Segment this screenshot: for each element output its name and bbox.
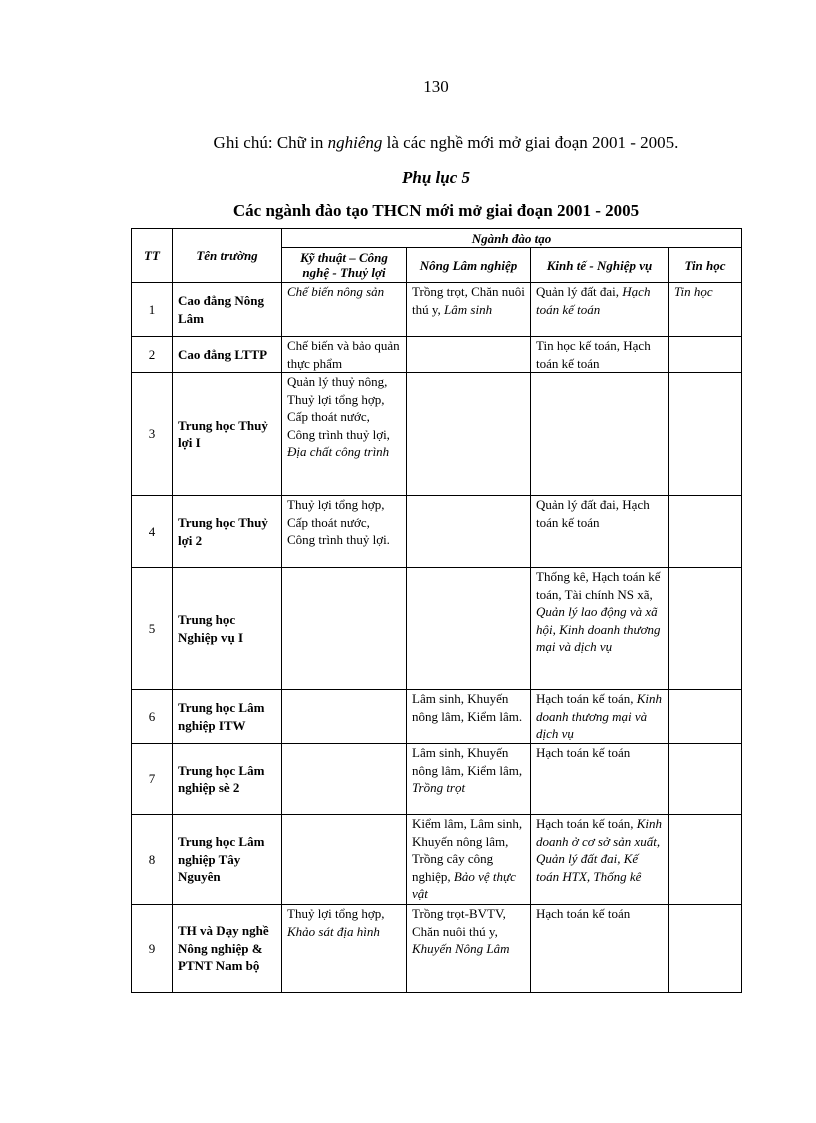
header-col4: Tin học (669, 248, 742, 283)
cell-c4 (669, 283, 742, 337)
cell-tt: 4 (132, 496, 173, 568)
table-row (132, 496, 742, 568)
cell-text: Trồng trọt-BVTV, Chăn nuôi thú y, (412, 906, 506, 939)
cell-school: Trung học Lâm nghiệp sè 2 (173, 744, 282, 815)
cell-text: Quản lý đất đai, Hạch toán kế toán (536, 497, 650, 530)
table-row (132, 905, 742, 993)
cell-text: Lâm sinh (444, 301, 493, 317)
cell-c2 (407, 905, 531, 993)
table-body (132, 283, 742, 993)
cell-c2 (407, 496, 531, 568)
cell-text: Quản lý lao động và xã hội, Kinh doanh thương mại và dịch vụ (536, 604, 661, 654)
cell-school: Trung học Lâm nghiệp ITW (173, 690, 282, 744)
header-school: Tên trường (173, 229, 282, 283)
cell-c1 (282, 690, 407, 744)
cell-c4 (669, 496, 742, 568)
cell-text: Trồng trọt (412, 780, 466, 795)
header-col2: Nông Lâm nghiệp (407, 248, 531, 283)
cell-c1 (282, 905, 407, 993)
cell-c3 (531, 568, 669, 690)
cell-c3 (531, 905, 669, 993)
cell-text: Tin học (674, 284, 713, 299)
cell-text: Hạch toán kế toán (536, 906, 631, 921)
cell-text: Kinh doanh thương mại và dịch vụ (536, 691, 663, 741)
cell-c4 (669, 815, 742, 905)
cell-text: Địa chất công trình (287, 444, 390, 459)
cell-c4 (669, 337, 742, 373)
cell-text: Quản lý thuỷ nông, Thuỷ lợi tổng hợp, Cấp thoát nước, Công trình thuỷ lợi, (287, 374, 390, 442)
header-group: Ngành đào tạo (282, 229, 742, 248)
cell-c4 (669, 905, 742, 993)
cell-school: Cao đẳng LTTP (173, 337, 282, 373)
cell-tt: 1 (132, 283, 173, 337)
cell-text: Chế biến nông sản (287, 284, 385, 299)
cell-c2 (407, 815, 531, 905)
cell-tt: 6 (132, 690, 173, 744)
cell-c2 (407, 373, 531, 496)
cell-text: Lâm sinh, Khuyến nông lâm, Kiểm lâm, (412, 745, 523, 778)
cell-text: Trồng trọt, Chăn nuôi thú y, (412, 284, 525, 317)
note-prefix: Ghi chú: Chữ in (213, 133, 328, 152)
cell-c4 (669, 373, 742, 496)
cell-c3 (531, 815, 669, 905)
cell-tt: 9 (132, 905, 173, 993)
table-header (132, 229, 742, 283)
cell-school: TH và Dạy nghề Nông nghiệp & PTNT Nam bộ (173, 905, 282, 993)
cell-text: Thuỷ lợi tổng hợp, (287, 906, 385, 921)
cell-text: Hạch toán kế toán, (536, 691, 637, 706)
cell-c4 (669, 690, 742, 744)
cell-school: Cao đẳng Nông Lâm (173, 283, 282, 337)
cell-school: Trung học Nghiệp vụ I (173, 568, 282, 690)
cell-text: Chế biến và bảo quản thực phẩm (287, 338, 400, 371)
note-suffix: là các nghề mới mở giai đoạn 2001 - 2005. (382, 133, 679, 152)
cell-school: Trung học Thuỷ lợi I (173, 373, 282, 496)
cell-text: Quản lý đất đai, (536, 284, 623, 299)
cell-school: Trung học Thuỷ lợi 2 (173, 496, 282, 568)
header-tt: TT (132, 229, 173, 283)
cell-c2 (407, 283, 531, 337)
cell-text: Tin học kế toán, Hạch toán kế toán (536, 338, 651, 371)
cell-text: Kiểm lâm, Lâm sinh, Khuyến nông lâm, Trồng cây công nghiệp, (412, 816, 523, 884)
cell-c1 (282, 815, 407, 905)
training-table (131, 228, 742, 993)
table-row (132, 337, 742, 373)
cell-text: Kinh doanh ở cơ sở sản xuất, Quản lý đất đai, Kế toán HTX, Thống kê (536, 816, 663, 884)
cell-c3 (531, 337, 669, 373)
cell-c3 (531, 496, 669, 568)
cell-tt: 2 (132, 337, 173, 373)
cell-text: Thống kê, Hạch toán kế toán, Tài chính NS xã, (536, 569, 661, 602)
cell-tt: 7 (132, 744, 173, 815)
header-col3: Kinh tế - Nghiệp vụ (531, 248, 669, 283)
cell-text: Hạch toán kế toán (536, 284, 651, 317)
cell-tt: 3 (132, 373, 173, 496)
cell-text: Lâm sinh, Khuyến nông lâm, Kiểm lâm. (412, 691, 523, 724)
cell-c1 (282, 283, 407, 337)
cell-c2 (407, 337, 531, 373)
table-row (132, 373, 742, 496)
cell-c3 (531, 283, 669, 337)
cell-c3 (531, 690, 669, 744)
cell-tt: 5 (132, 568, 173, 690)
cell-text: Hạch toán kế toán (536, 745, 631, 760)
table-row (132, 690, 742, 744)
table-row (132, 744, 742, 815)
page-number: 130 (423, 77, 449, 96)
cell-c4 (669, 744, 742, 815)
cell-c1 (282, 373, 407, 496)
cell-c3 (531, 373, 669, 496)
cell-c1 (282, 744, 407, 815)
cell-c3 (531, 744, 669, 815)
note-italic-word: nghiêng (327, 133, 383, 152)
cell-text: Khuyến Nông Lâm (412, 941, 510, 956)
table-row (132, 283, 742, 337)
appendix-title: Phụ lục 5 (401, 168, 471, 187)
cell-c1 (282, 568, 407, 690)
table-title: Các ngành đào tạo THCN mới mở giai đoạn 2001 - 2005 (232, 201, 640, 220)
header-col1: Kỹ thuật – Công nghệ - Thuỷ lợi (282, 248, 407, 283)
cell-c2 (407, 744, 531, 815)
cell-c4 (669, 568, 742, 690)
cell-text: Thuỷ lợi tổng hợp, Cấp thoát nước, Công trình thuỷ lợi. (287, 497, 390, 547)
cell-c1 (282, 496, 407, 568)
cell-c2 (407, 690, 531, 744)
cell-school: Trung học Lâm nghiệp Tây Nguyên (173, 815, 282, 905)
cell-c1 (282, 337, 407, 373)
cell-c2 (407, 568, 531, 690)
table-row (132, 568, 742, 690)
cell-text: Khảo sát địa hình (287, 923, 380, 939)
cell-text: Hạch toán kế toán, (536, 816, 637, 831)
note (0, 133, 816, 153)
cell-text: Bảo vệ thực vật (412, 868, 516, 901)
table-row (132, 815, 742, 905)
cell-tt: 8 (132, 815, 173, 905)
